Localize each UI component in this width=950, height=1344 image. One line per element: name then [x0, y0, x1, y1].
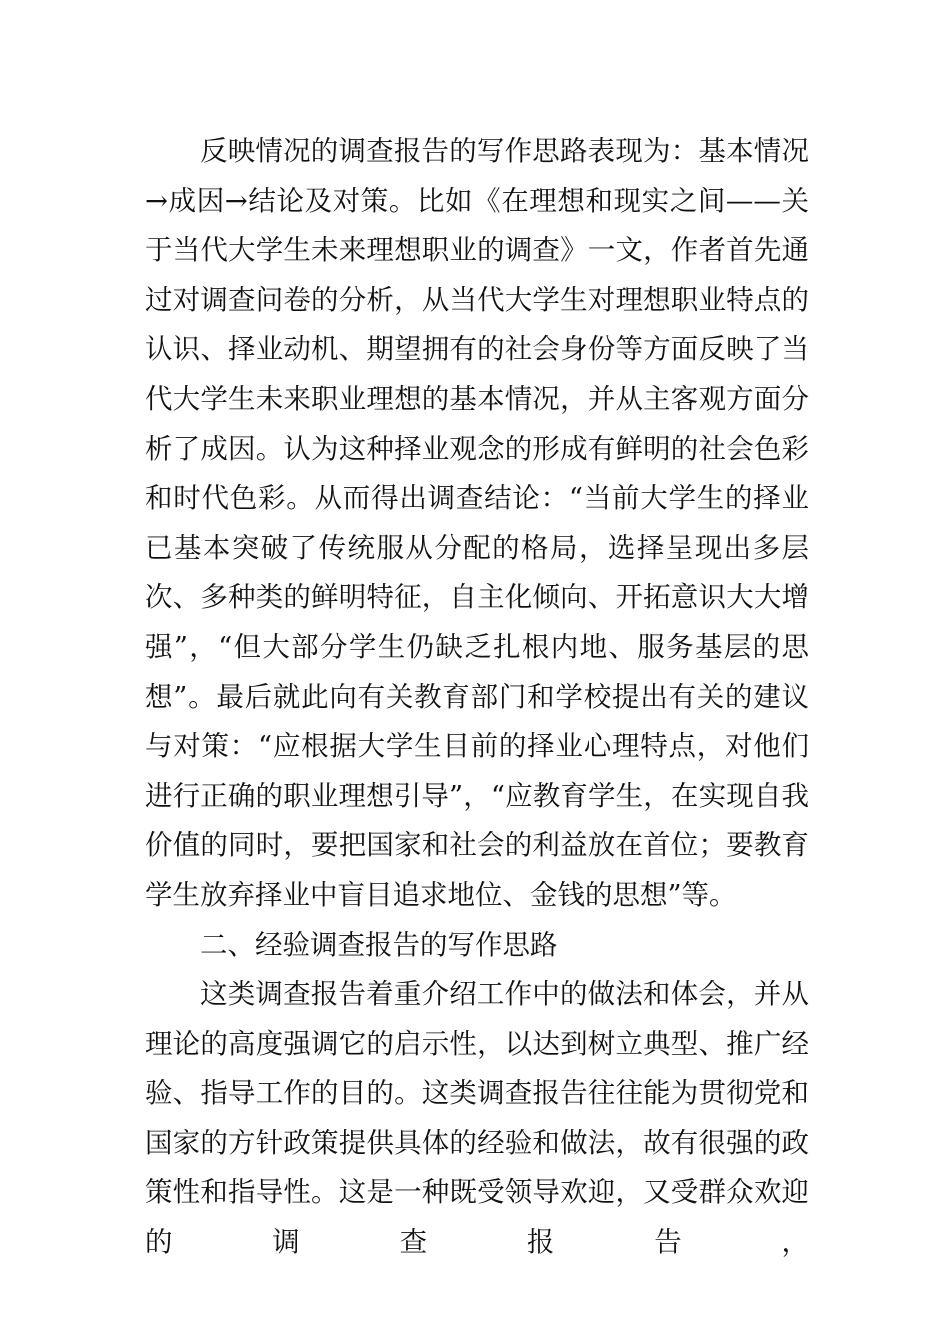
body-paragraph: 反映情况的调查报告的写作思路表现为：基本情况→成因→结论及对策。比如《在理想和现实之间——关于当代大学生未来理想职业的调查》一文，作者首先通过对调查问卷的分析，从当代大学生对理想职业特点的认识、择业动机、期望拥有的社会身份等方面反映了当代大学生未来职业理想的基本情况，并从主客观方面分析了成因。认为这种择业观念的形成有鲜明的社会色彩和时代色彩。从而得出调查结论：“当前大学生的择业已基本突破了传统服从分配的格局，选择呈现出多层次、多种类的鲜明特征，自主化倾向、开拓意识大大增强”，“但大部分学生仍缺乏扎根内地、服务基层的思想”。最后就此向有关教育部门和学校提出有关的建议与对策：“应根据大学生目前的择业心理特点，对他们进行正确的职业理想引导”，“应教育学生，在实现自我价值的同时，要把国家和社会的利益放在首位；要教育学生放弃择业中盲目追求地位、金钱的思想”等。: [145, 135, 809, 911]
document-page: [145, 127, 809, 1268]
section-heading: 二、经验调查报告的写作思路: [200, 928, 558, 961]
body-paragraph: 这类调查报告着重介绍工作中的做法和体会，并从理论的高度强调它的启示性，以达到树立典型、推广经验、指导工作的目的。这类调查报告往往能为贯彻党和国家的方针政策提供具体的经验和做法，故有很强的政策性和指导性。这是一种既受领导欢迎，又受群众欢迎的调查报告，: [145, 978, 809, 1259]
